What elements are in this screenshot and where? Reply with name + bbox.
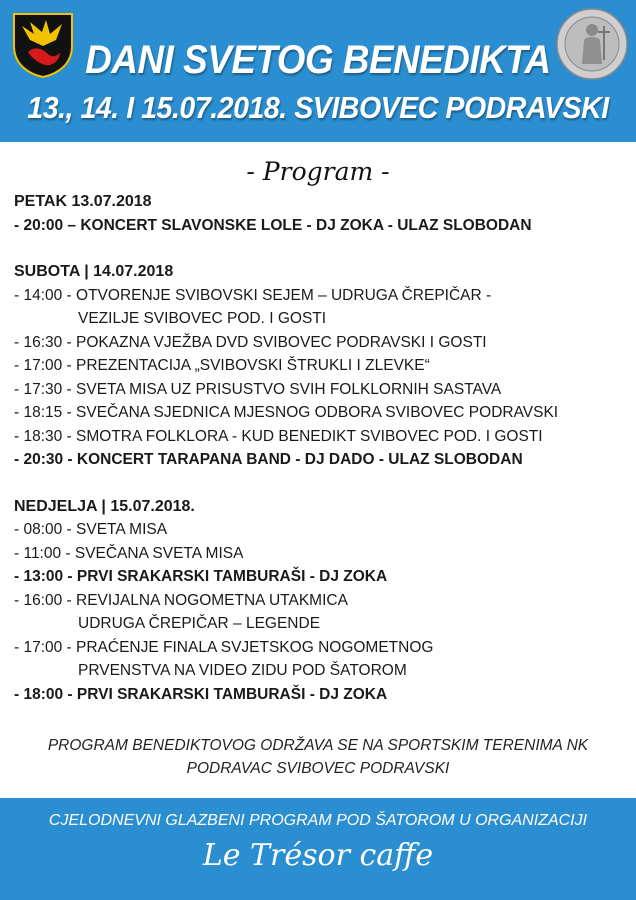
schedule-item: - 16:30 - POKAZNA VJEŽBA DVD SVIBOVEC PODRAVSKI I GOSTI — [14, 333, 487, 351]
venue-note — [10, 734, 626, 780]
day-heading: NEDJELJA | 15.07.2018. — [14, 497, 195, 515]
schedule-item: - 17:00 - PRAĆENJE FINALA SVJETSKOG NOGOMETNOG — [14, 638, 434, 656]
schedule-item: - 11:00 - SVEČANA SVETA MISA — [14, 544, 244, 562]
event-dates-location: 13., 14. I 15.07.2018. SVIBOVEC PODRAVSKI — [27, 90, 609, 125]
venue-note-line: PODRAVAC SVIBOVEC PODRAVSKI — [186, 760, 450, 777]
schedule-item-continued: VEZILJE SVIBOVEC POD. I GOSTI — [78, 310, 327, 327]
schedule-item: - 08:00 - SVETA MISA — [14, 521, 168, 538]
schedule-item-continued: UDRUGA ČREPIČAR – LEGENDE — [78, 615, 321, 632]
schedule-item: - 18:15 - SVEČANA SJEDNICA MJESNOG ODBORA SVIBOVEC PODRAVSKI — [14, 404, 559, 421]
schedule-item-continued: PRVENSTVA NA VIDEO ZIDU POD ŠATOROM — [78, 662, 407, 679]
day-saturday — [14, 260, 626, 472]
schedule-item: - 13:00 - PRVI SRAKARSKI TAMBURAŠI - DJ ZOKA — [14, 568, 388, 585]
schedule-item: - 18:00 - PRVI SRAKARSKI TAMBURAŠI - DJ ZOKA — [14, 685, 388, 703]
program-heading: - Program - — [246, 157, 390, 186]
schedule-item: - 17:30 - SVETA MISA UZ PRISUSTVO SVIH FOLKLORNIH SASTAVA — [14, 380, 502, 398]
program-content — [14, 190, 626, 706]
schedule-item: - 16:00 - REVIJALNA NOGOMETNA UTAKMICA — [14, 591, 348, 609]
schedule-item: - 20:30 - KONCERT TARAPANA BAND - DJ DADO - ULAZ SLOBODAN — [14, 451, 523, 468]
day-heading: SUBOTA | 14.07.2018 — [14, 263, 174, 280]
day-heading: PETAK 13.07.2018 — [14, 193, 152, 210]
day-sunday — [14, 495, 626, 707]
schedule-item: - 14:00 - OTVORENJE SVIBOVSKI SEJEM – UDRUGA ČREPIČAR - — [14, 286, 492, 304]
sponsor-brand-logo: Le Trésor caffe — [202, 838, 434, 873]
day-friday — [14, 190, 626, 237]
event-title: DANI SVETOG BENEDIKTA — [85, 38, 551, 82]
schedule-item: - 20:00 – KONCERT SLAVONSKE LOLE - DJ ZOKA - ULAZ SLOBODAN — [14, 216, 532, 234]
venue-note-line: PROGRAM BENEDIKTOVOG ODRŽAVA SE NA SPORTSKIM TERENIMA NK — [47, 737, 589, 754]
schedule-item: - 17:00 - PREZENTACIJA „SVIBOVSKI ŠTRUKLI I ZLEVKE“ — [14, 357, 430, 374]
schedule-item: - 18:30 - SMOTRA FOLKLORA - KUD BENEDIKT SVIBOVEC POD. I GOSTI — [14, 427, 543, 445]
footer-organizer-text: CJELODNEVNI GLAZBENI PROGRAM POD ŠATOROM U ORGANIZACIJI — [48, 812, 588, 829]
